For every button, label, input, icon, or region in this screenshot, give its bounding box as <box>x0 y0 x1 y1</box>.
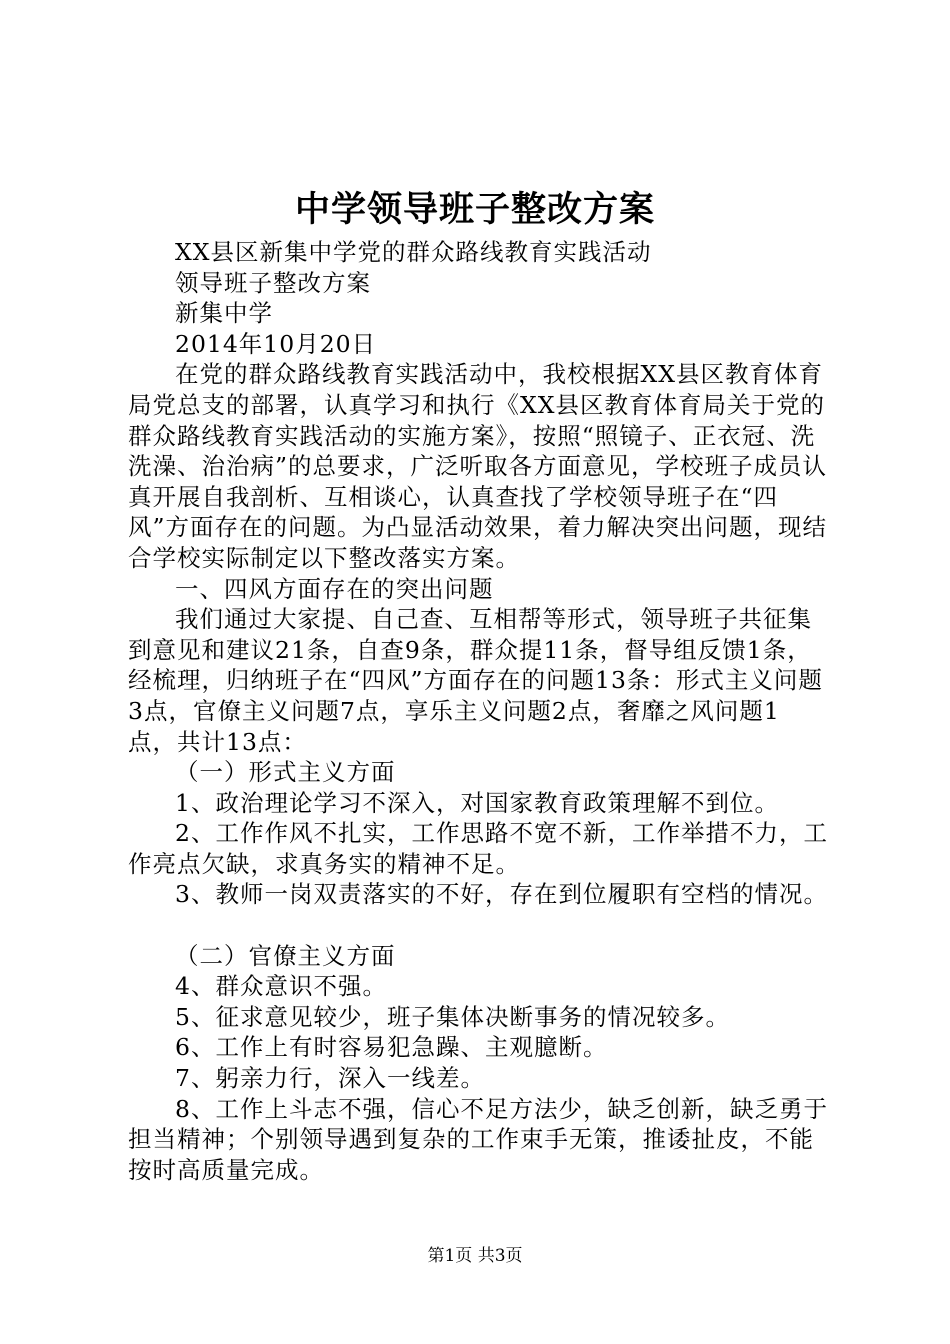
list-item-8: 8、工作上斗志不强，信心不足方法少，缺乏创新，缺乏勇于担当精神；个别领导遇到复杂的工作束手无策，推诿扯皮，不能按时高质量完成。 <box>128 1094 828 1184</box>
paragraph-gap <box>128 910 828 941</box>
list-item-7: 7、躬亲力行，深入一线差。 <box>175 1064 485 1093</box>
header-line-date: 2014年10月20日 <box>175 329 377 358</box>
list-item-2: 2、工作作风不扎实，工作思路不宽不新，工作举措不力，工作亮点欠缺，求真务实的精神不足。 <box>128 819 828 878</box>
header-line-plan: 领导班子整改方案 <box>175 268 371 297</box>
document-title: 中学领导班子整改方案 <box>294 189 655 230</box>
list-item-6: 6、工作上有时容易犯急躁、主观臆断。 <box>175 1033 608 1062</box>
page-number-footer: 第1页 共3页 <box>427 1246 523 1266</box>
header-line-school: 新集中学 <box>175 299 273 328</box>
list-item-4: 4、群众意识不强。 <box>175 972 387 1001</box>
section1-body: 我们通过大家提、自己查、互相帮等形式，领导班子共征集到意见和建议21条，自查9条，群众提11条，督导组反馈1条，经梳理，归纳班子在“四风”方面存在的问题13条：形式主义问题3点，官僚主义问题7点，享乐主义问题2点，奢靡之风问题1点，共计13点： <box>128 605 823 756</box>
document-body <box>128 237 828 1185</box>
section1-heading: 一、四风方面存在的突出问题 <box>175 574 494 603</box>
intro-paragraph: 在党的群众路线教育实践活动中，我校根据XX县区教育体育局党总支的部署，认真学习和执行《XX县区教育体育局关于党的群众路线教育实践活动的实施方案》，按照“照镜子、正衣冠、洗洗澡、治治病”的总要求，广泛听取各方面意见，学校班子成员认真开展自我剖析、互相谈心，认真查找了学校领导班子在“四风”方面存在的问题。为凸显活动效果，着力解决突出问题，现结合学校实际制定以下整改落实方案。 <box>128 360 828 572</box>
list-item-1: 1、政治理论学习不深入，对国家教育政策理解不到位。 <box>175 788 779 817</box>
subsection2-heading: （二）官僚主义方面 <box>175 941 396 970</box>
list-item-3: 3、教师一岗双责落实的不好，存在到位履职有空档的情况。 <box>175 880 828 909</box>
subsection1-heading: （一）形式主义方面 <box>175 758 396 787</box>
list-item-5: 5、征求意见较少，班子集体决断事务的情况较多。 <box>175 1002 730 1031</box>
header-line-activity: XX县区新集中学党的群众路线教育实践活动 <box>175 238 652 266</box>
